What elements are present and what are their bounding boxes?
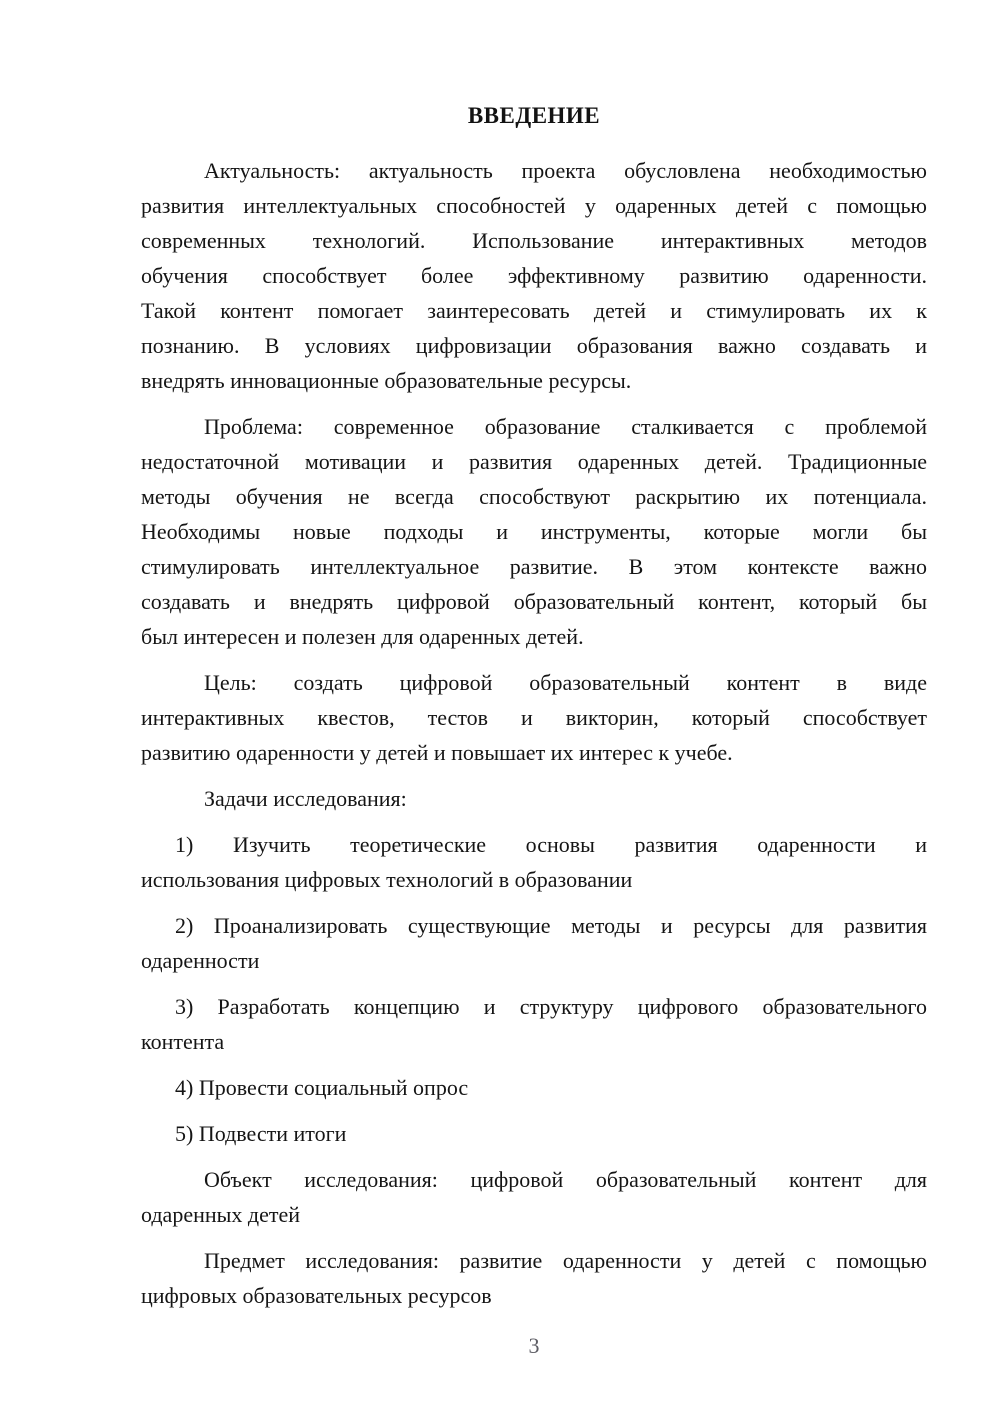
text-line: Такой контент помогает заинтересовать детей и стимулировать их к	[141, 298, 927, 323]
text-line: интерактивных квестов, тестов и викторин, который способствует	[141, 705, 927, 730]
text-line: стимулировать интеллектуальное развитие. В этом контексте важно	[141, 554, 927, 579]
text-line: был интересен и полезен для одаренных детей.	[141, 624, 584, 649]
paragraph	[141, 1162, 927, 1232]
text-line: одаренных детей	[141, 1202, 301, 1227]
page-title: ВВЕДЕНИЕ	[467, 103, 601, 128]
text-line: Задачи исследования:	[204, 786, 407, 811]
text-line: Объект исследования: цифровой образовательный контент для	[204, 1167, 927, 1192]
text-line: внедрять инновационные образовательные ресурсы.	[141, 368, 632, 393]
text-line: 3) Разработать концепцию и структуру цифрового образовательного	[175, 994, 927, 1019]
page-number: 3	[528, 1333, 540, 1358]
text-line: 4) Провести социальный опрос	[175, 1075, 469, 1100]
text-line: 2) Проанализировать существующие методы и ресурсы для развития	[175, 913, 927, 938]
list-item	[141, 827, 927, 897]
text-line: методы обучения не всегда способствуют раскрытию их потенциала.	[141, 484, 927, 509]
text-line: контента	[141, 1029, 225, 1054]
text-line: развитию одаренности у детей и повышает их интерес к учебе.	[141, 740, 733, 765]
text-line: Актуальность: актуальность проекта обусловлена необходимостью	[204, 158, 927, 183]
document-body	[141, 153, 927, 1313]
text-line: цифровых образовательных ресурсов	[141, 1283, 492, 1308]
text-line: современных технологий. Использование интерактивных методов	[141, 228, 927, 253]
text-line: создавать и внедрять цифровой образовательный контент, который бы	[141, 589, 927, 614]
page-content	[141, 97, 927, 1313]
text-line: обучения способствует более эффективному развитию одаренности.	[141, 263, 927, 288]
paragraph	[141, 665, 927, 770]
text-line: Цель: создать цифровой образовательный контент в виде	[204, 670, 927, 695]
text-line: 1) Изучить теоретические основы развития одаренности и	[175, 832, 927, 857]
list-item	[141, 908, 927, 978]
list-item	[141, 989, 927, 1059]
text-line: недостаточной мотивации и развития одаренных детей. Традиционные	[141, 449, 927, 474]
paragraph	[141, 409, 927, 654]
text-line: Проблема: современное образование сталкивается с проблемой	[204, 414, 927, 439]
text-line: познанию. В условиях цифровизации образования важно создавать и	[141, 333, 927, 358]
list-item	[141, 1070, 927, 1105]
text-line: Необходимы новые подходы и инструменты, которые могли бы	[141, 519, 927, 544]
list-item	[141, 1116, 927, 1151]
paragraph	[141, 1243, 927, 1313]
text-line: одаренности	[141, 948, 260, 973]
text-line: использования цифровых технологий в образовании	[141, 867, 633, 892]
paragraph	[141, 153, 927, 398]
text-line: развития интеллектуальных способностей у одаренных детей с помощью	[141, 193, 927, 218]
text-line: Предмет исследования: развитие одаренности у детей с помощью	[204, 1248, 927, 1273]
paragraph	[141, 781, 927, 816]
text-line: 5) Подвести итоги	[175, 1121, 347, 1146]
